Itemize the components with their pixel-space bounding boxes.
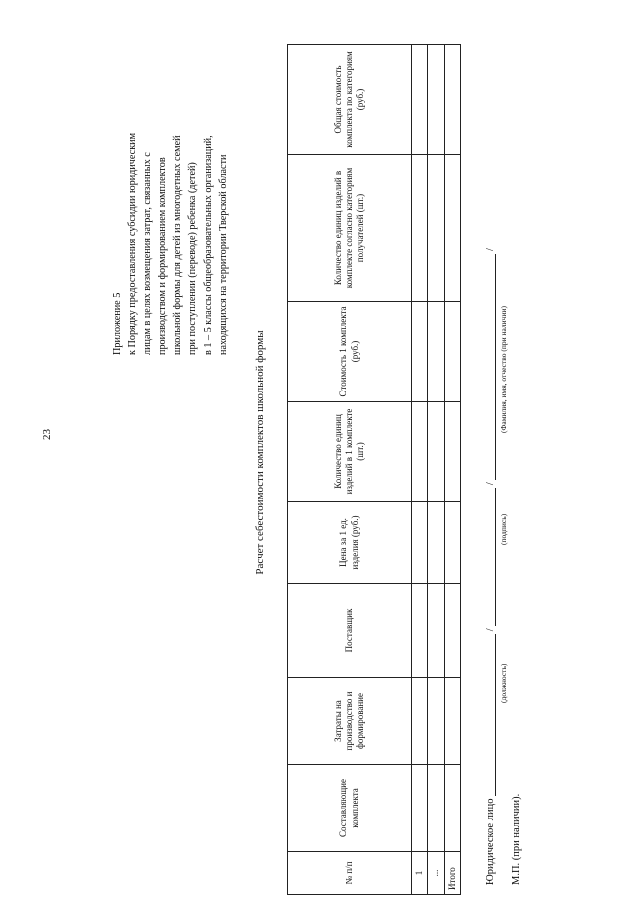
table-row [428,45,444,895]
table-cell [444,502,460,584]
appendix-line: производством и формированием комплектов [157,157,169,355]
signature-blank [495,488,496,626]
row-label: ... [428,852,444,895]
cost-table [287,44,461,895]
column-header: Общая стоимость комплекта по категориям (руб.) [288,45,412,155]
column-header: Количество единиц изделий в 1 комплекте (шт.) [288,402,412,502]
signature-line [485,248,496,885]
row-label: 1 [412,852,428,895]
position-blank [495,634,496,796]
signature-caption: (подпись) [499,513,508,545]
column-header: Затраты на производство и формирование [288,678,412,765]
table-title: Расчет себестоимости комплектов школьной формы [254,330,266,575]
table-cell [428,302,444,402]
table-cell [412,584,428,678]
table-cell [444,155,460,302]
table-cell [428,155,444,302]
appendix-line: при поступлении (переводе) ребенка (детей) [187,162,199,355]
table-cell [428,45,444,155]
appendix-line: Приложение 5 [112,292,123,355]
column-header: Составляющие комплекта [288,765,412,852]
table-cell [444,765,460,852]
appendix-header [110,133,231,355]
table-cell [412,302,428,402]
separator: / [485,628,496,632]
stamp-label: М.П. (при наличии). [511,793,522,885]
table-cell [412,678,428,765]
table-cell [428,678,444,765]
column-header: Количество единиц изделий в комплекте согласно категориям получателей (шт.) [288,155,412,302]
table-cell [428,584,444,678]
table-cell [412,155,428,302]
appendix-line: в 1 – 5 классы общеобразовательных организаций, [202,135,214,355]
table-cell [412,402,428,502]
appendix-line: школьной формы для детей из многодетных семей [172,135,184,355]
table-cell [444,45,460,155]
column-header: Поставщик [288,584,412,678]
appendix-line: лицам в целях возмещения затрат, связанных с [142,152,154,355]
table-total-row [444,45,460,895]
table-row [412,45,428,895]
table-cell [444,402,460,502]
page-number: 23 [41,429,53,440]
table-cell [412,765,428,852]
position-caption: (должность) [499,663,508,703]
appendix-line: находящихся на территории Тверской области [217,154,229,355]
entity-label: Юридическое лицо [485,798,496,885]
name-blank [495,254,496,480]
table-cell [428,502,444,584]
table-cell [444,584,460,678]
separator: / [485,482,496,486]
table-cell [428,402,444,502]
table-cell [412,502,428,584]
table-cell [444,302,460,402]
row-label: Итого [444,852,460,895]
table-cell [428,765,444,852]
table-cell [412,45,428,155]
separator: / [485,248,496,251]
column-header: Цена за 1 ед. изделия (руб.) [288,502,412,584]
column-header: Стоимость 1 комплекта (руб.) [288,302,412,402]
table-cell [444,678,460,765]
table-header-row [288,45,412,895]
appendix-line: к Порядку предоставления субсидии юридическим [127,132,139,355]
column-header: № п/п [288,852,412,895]
name-caption: (Фамилия, имя, отчество (при наличии) [499,306,508,433]
